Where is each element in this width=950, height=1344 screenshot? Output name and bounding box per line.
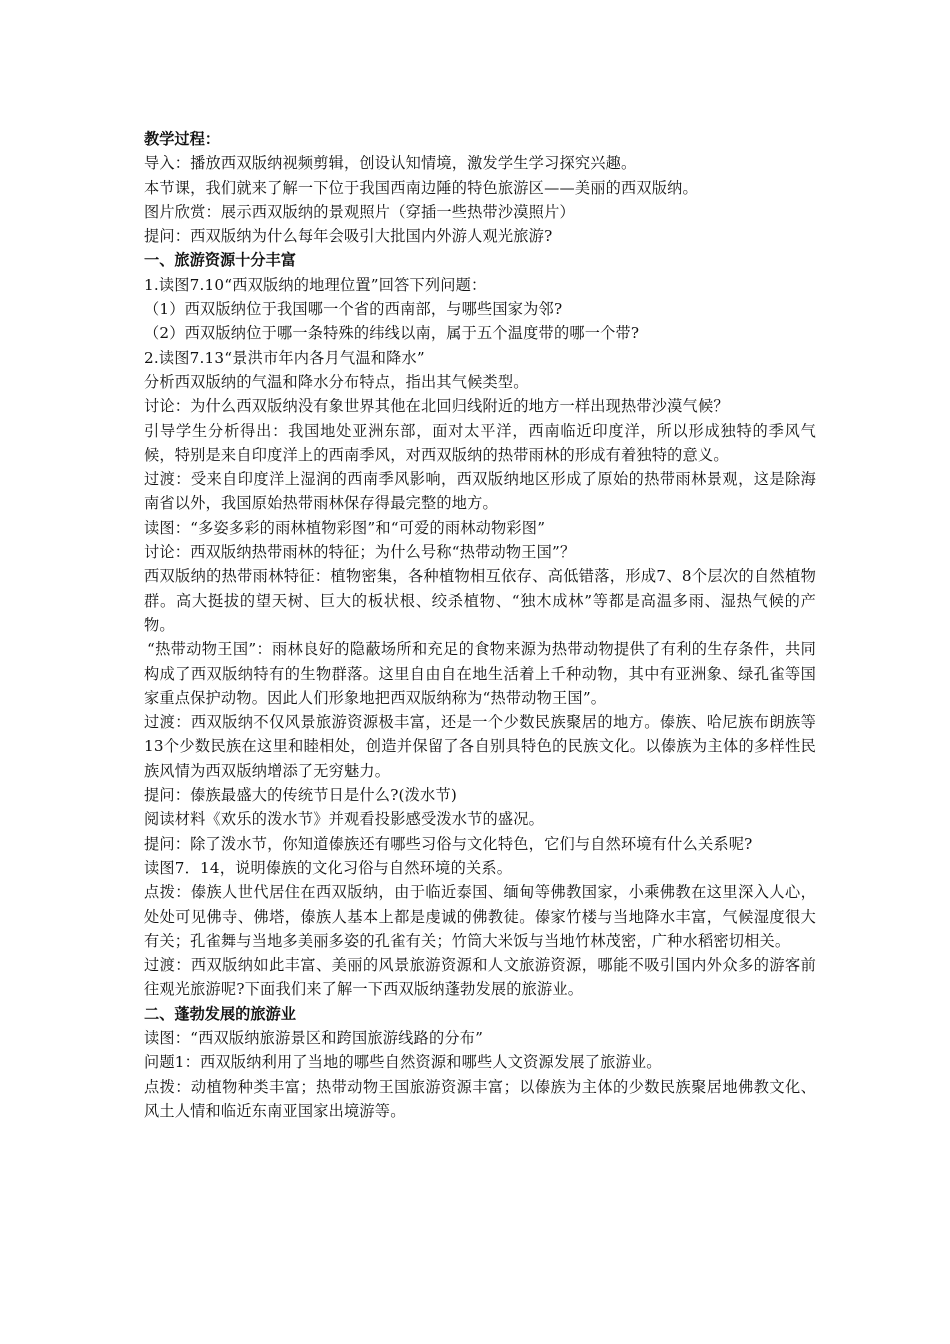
paragraph-analyze: 分析西双版纳的气温和降水分布特点，指出其气候类型。	[144, 372, 529, 391]
paragraph-question-3: 提问：除了泼水节，你知道傣族还有哪些习俗与文化特色，它们与自然环境有什么关系呢?	[144, 834, 753, 853]
paragraph-question-1: 提问：西双版纳为什么每年会吸引大批国内外游人观光旅游?	[144, 227, 553, 246]
paragraph-read-figure-4: 读图7．14，说明傣族的文化习俗与自然环境的关系。	[144, 858, 513, 877]
paragraph-transition-3: 过渡：西双版纳如此丰富、美丽的风景旅游资源和人文旅游资源，哪能不吸引国内外众多的游客前往观光旅游呢?下面我们来了解一下西双版纳蓬勃发展的旅游业。	[144, 956, 816, 999]
document-body	[144, 127, 816, 1123]
paragraph-lesson: 本节课，我们就来了解一下位于我国西南边陲的特色旅游区——美丽的西双版纳。	[144, 178, 698, 197]
paragraph-read-figure-3: 读图：“多姿多彩的雨林植物彩图”和“可爱的雨林动物彩图”	[144, 518, 546, 537]
heading-teaching-process: 教学过程：	[144, 130, 220, 148]
paragraph-animal-kingdom: “热带动物王国”：雨林良好的隐蔽场所和充足的食物来源为热带动物提供了有利的生存条件，共同构成了西双版纳特有的生物群落。这里自由自在地生活着上千种动物，其中有亚洲象、绿孔雀等国家重点保护动物。因此人们形象地把西双版纳称为“热带动物王国”。	[144, 640, 816, 707]
paragraph-problem-1: 问题1：西双版纳利用了当地的哪些自然资源和哪些人文资源发展了旅游业。	[144, 1053, 662, 1072]
paragraph-transition-1: 过渡：受来自印度洋上湿润的西南季风影响，西双版纳地区形成了原始的热带雨林景观，这是除海南省以外，我国原始热带雨林保存得最完整的地方。	[144, 470, 816, 513]
paragraph-read-figure-2: 2.读图7.13“景洪市年内各月气温和降水”	[144, 348, 425, 367]
paragraph-transition-2: 过渡：西双版纳不仅风景旅游资源极丰富，还是一个少数民族聚居的地方。傣族、哈尼族布朗族等13个少数民族在这里和睦相处，创造并保留了各自别具特色的民族文化。以傣族为主体的多样性民族风情为西双版纳增添了无穷魅力。	[144, 713, 816, 780]
paragraph-discuss-1: 讨论：为什么西双版纳没有象世界其他在北回归线附近的地方一样出现热带沙漠气候？	[144, 397, 729, 416]
paragraph-sub-question-1: （1）西双版纳位于我国哪一个省的西南部，与哪些国家为邻?	[144, 300, 563, 319]
paragraph-sub-question-2: （2）西双版纳位于哪一条特殊的纬线以南，属于五个温度带的哪一个带?	[144, 324, 640, 343]
paragraph-rainforest: 西双版纳的热带雨林特征：植物密集，各种植物相互依存、高低错落，形成7、8个层次的自然植物群。高大挺拔的望天树、巨大的板状根、绞杀植物、“独木成林”等都是高温多雨、湿热气候的产物。	[144, 567, 816, 634]
paragraph-discuss-2: 讨论：西双版纳热带雨林的特征；为什么号称“热带动物王国”？	[144, 543, 576, 562]
section-heading-1: 一、旅游资源十分丰富	[144, 251, 296, 270]
paragraph-pictures: 图片欣赏：展示西双版纳的景观照片（穿插一些热带沙漠照片）	[144, 202, 575, 221]
paragraph-guide: 引导学生分析得出：我国地处亚洲东部，面对太平洋，西南临近印度洋，所以形成独特的季风气候，特别是来自印度洋上的西南季风，对西双版纳的热带雨林的形成有着独特的意义。	[144, 421, 816, 464]
paragraph-read-figure-5: 读图：“西双版纳旅游景区和跨国旅游线路的分布”	[144, 1028, 484, 1047]
section-heading-2: 二、蓬勃发展的旅游业	[144, 1004, 296, 1023]
paragraph-question-2: 提问：傣族最盛大的传统节日是什么?(泼水节)	[144, 786, 457, 805]
paragraph-read-material: 阅读材料《欢乐的泼水节》并观看投影感受泼水节的盛况。	[144, 810, 545, 829]
paragraph-hint-1: 点拨：傣族人世代居住在西双版纳，由于临近泰国、缅甸等佛教国家，小乘佛教在这里深入人心，处处可见佛寺、佛塔，傣族人基本上都是虔诚的佛教徒。傣家竹楼与当地降水丰富，气候湿度很大有关；孔雀舞与当地多美丽多姿的孔雀有关；竹筒大米饭与当地竹林茂密，广种水稻密切相关。	[144, 883, 816, 950]
paragraph-read-figure-1: 1.读图7.10“西双版纳的地理位置”回答下列问题：	[144, 275, 487, 294]
paragraph-hint-2: 点拨：动植物种类丰富；热带动物王国旅游资源丰富；以傣族为主体的少数民族聚居地佛教文化、风土人情和临近东南亚国家出境游等。	[144, 1077, 816, 1120]
paragraph-intro: 导入：播放西双版纳视频剪辑，创设认知情境，激发学生学习探究兴趣。	[144, 154, 637, 173]
